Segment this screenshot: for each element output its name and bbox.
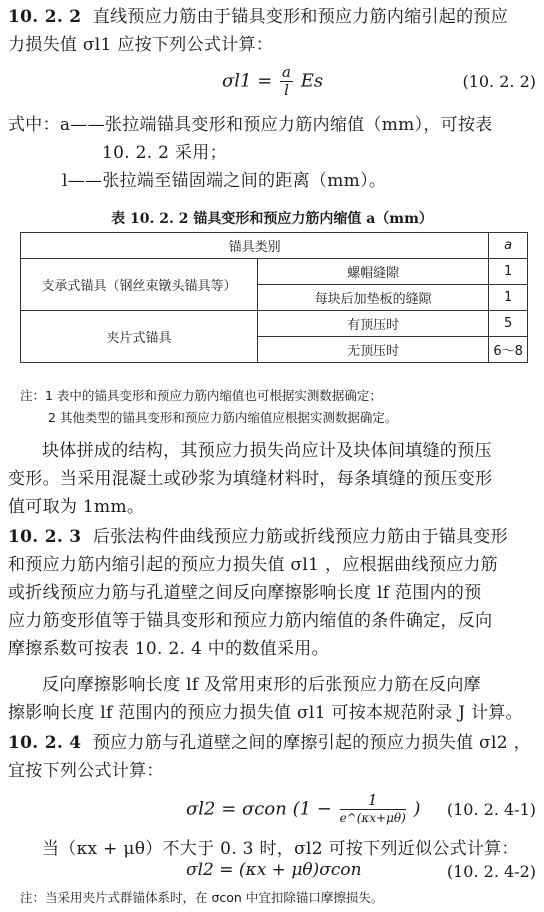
formula-expression [186,792,421,827]
formula-fraction [340,792,406,827]
sub-cell: 每块后加垫板的缝隙 [258,285,489,311]
clause-text: 直线预应力筋由于锚具变形和预应力筋内缩引起的预应 [92,7,509,27]
header-a: a [489,233,528,259]
clause-10-2-3-line1 [8,524,538,551]
group-cell: 支承式锚具（钢丝束镦头锚具等） [21,259,258,311]
formula-expression: σl2 = (κx + μθ)σcon [186,860,362,880]
header-anchor-type: 锚具类别 [21,233,489,259]
clause-10-2-4-line1 [8,730,538,757]
clause-text: 预应力筋与孔道壁之间的摩擦引起的预应力损失值 σl2 ， [92,733,531,753]
where-a-line2: 10. 2. 2 采用； [102,143,227,163]
formula-fraction [280,64,293,99]
clause-number: 10. 2. 3 [8,527,82,547]
clause-10-2-3-line3: 或折线预应力筋与孔道壁之间反向摩擦影响长度 lf 范围内的预 [8,583,482,603]
clause-10-2-4-line2: 宜按下列公式计算： [8,761,164,781]
fraction-denominator: l [284,81,289,99]
sub-cell: 无顶压时 [258,337,489,363]
table-caption: 表 10. 2. 2 锚具变形和预应力筋内缩值 a（mm） [111,211,433,227]
clause-10-2-3-line2: 和预应力筋内缩引起的预应力损失值 σl1 ，应根据曲线预应力筋 [8,555,498,575]
clause-10-2-3-line4: 应力筋变形值等于锚具变形和预应力筋内缩值的条件确定，反向 [8,611,493,631]
value-cell: 1 [489,285,528,311]
clause-10-2-2-line1 [8,4,538,31]
fraction-denominator: e^(κx+μθ) [339,811,406,825]
value-cell: 5 [489,311,528,337]
clause-10-2-3-para2-line1: 反向摩擦影响长度 lf 及常用束形的后张预应力筋在反向摩 [42,675,481,695]
table-header-row [21,233,528,259]
sub-cell: 螺帽缝隙 [258,259,489,285]
clause-number: 10. 2. 4 [8,733,82,753]
formula-expression [222,64,323,99]
where-l: l——张拉端至锚固端之间的距离（mm）。 [62,171,387,191]
group-cell: 夹片式锚具 [21,311,258,363]
anchor-deformation-table [20,232,528,363]
value-cell: 6～8 [489,337,528,363]
formula-close: ) [413,798,421,820]
equation-number: (10. 2. 2) [462,72,536,91]
equation-number: (10. 2. 4-2) [446,862,536,881]
formula-lhs: σl2 = σcon [186,798,287,820]
clause-10-2-2-line2: 力损失值 σl1 应按下列公式计算： [8,35,274,55]
fraction-numerator: 1 [340,792,406,810]
equation-number: (10. 2. 4-1) [446,800,536,819]
clause-10-2-3-line5: 摩擦系数可按表 10. 2. 4 中的数值采用。 [8,639,329,659]
table-note-2: 2 其他类型的锚具变形和预应力筋内缩值应根据实测数据确定。 [48,410,398,425]
fraction-numerator: a [282,63,291,81]
formula-lhs: σl1 = [222,70,273,92]
para-block-line1: 块体拼成的结构，其预应力损失尚应计及块体间填缝的预压 [42,441,492,461]
sub-cell: 有顶压时 [258,311,489,337]
table-row [21,311,528,337]
where-a-line1: 式中：a——张拉端锚具变形和预应力筋内缩值（mm），可按表 [8,115,493,135]
formula-open: (1 − [292,798,332,820]
formula-10-2-2 [0,64,544,104]
clause-10-2-3-para2-line2: 擦影响长度 lf 范围内的预应力损失值 σl1 可按本规范附录 J 计算。 [8,703,523,723]
formula-10-2-4-1 [0,792,544,832]
table-row [21,259,528,285]
clause-number: 10. 2. 2 [8,7,82,27]
clause-10-2-4-note: 注：当采用夹片式群锚体系时，在 σcon 中宜扣除锚口摩擦损失。 [20,890,384,905]
para-block-line2: 变形。当采用混凝土或砂浆为填缝材料时，每条填缝的预压变形 [8,469,493,489]
para-block-line3: 值可取为 1mm。 [8,497,145,517]
formula-rhs: Es [300,70,324,92]
table-note-1: 注：1 表中的锚具变形和预应力筋内缩值也可根据实测数据确定； [20,388,382,403]
condition-line: 当（κx + μθ）不大于 0. 3 时，σl2 可按下列近似公式计算： [42,839,519,859]
value-cell: 1 [489,259,528,285]
clause-text: 后张法构件曲线预应力筋或折线预应力筋由于锚具变形 [92,527,509,547]
